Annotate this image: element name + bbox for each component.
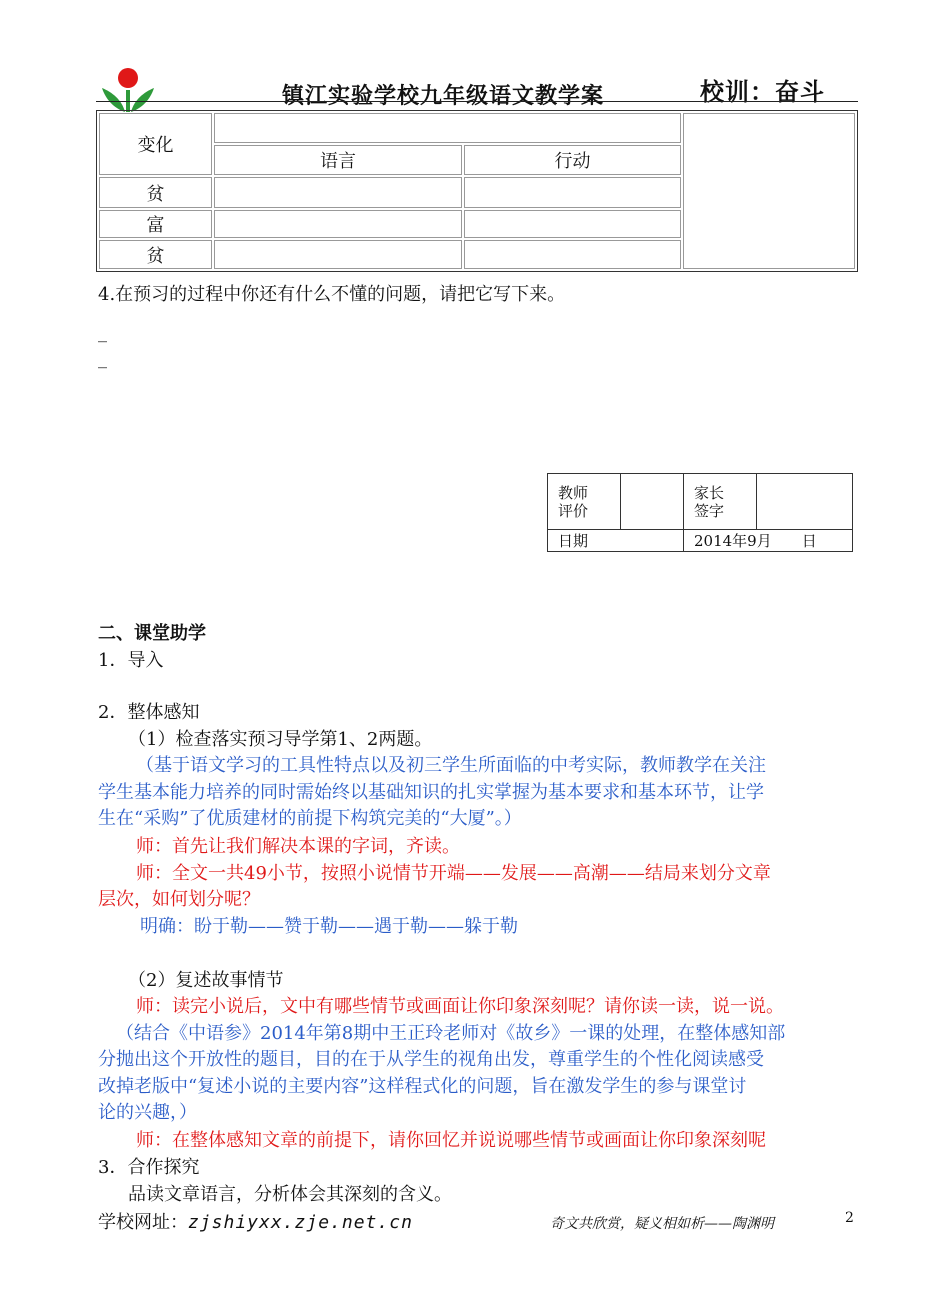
design-note-1-line2: 学生基本能力培养的同时需始终以基础知识的扎实掌握为基本要求和基本环节，让学	[98, 782, 764, 803]
page-number: 2	[845, 1210, 854, 1226]
design-note-2-line1: （结合《中语参》2014年第8期中王正玲老师对《故乡》一课的处理，在整体感知部	[116, 1023, 786, 1044]
design-note-2-line2: 分抛出这个开放性的题目，目的在于从学生的视角出发，尊重学生的个性化阅读感受	[98, 1049, 764, 1070]
evaluation-table	[547, 473, 853, 553]
footer-quote: 奇文共欣赏，疑义相如析——陶渊明	[550, 1216, 774, 1232]
teacher-line-2-a: 师：全文一共49小节，按照小说情节开端——发展——高潮——结局来划分文章	[136, 863, 771, 884]
teacher-line-4: 师：在整体感知文章的前提下，请你回忆并说说哪些情节或画面让你印象深刻呢	[136, 1130, 766, 1151]
column-header-action: 行动	[464, 145, 681, 175]
footer-website	[98, 1208, 413, 1234]
table-cell	[464, 177, 681, 208]
header-divider	[96, 101, 858, 102]
footer-site-url[interactable]: zjshiyxx.zje.net.cn	[188, 1212, 413, 1233]
answer-blank-2: _	[98, 348, 107, 369]
date-value: 2014年9月 日	[684, 530, 853, 552]
row-label-rich: 富	[99, 210, 212, 238]
design-note-2-line4: 论的兴趣，）	[98, 1102, 197, 1123]
item-overall-perception: 2．整体感知	[98, 702, 200, 723]
answer-blank-1: _	[98, 322, 107, 343]
change-table	[96, 110, 858, 272]
column-header-language: 语言	[214, 145, 462, 175]
design-note-1-line1: （基于语文学习的工具性特点以及初三学生所面临的中考实际，教师教学在关注	[136, 755, 766, 776]
table-cell	[214, 210, 462, 238]
parent-sign-field	[757, 474, 853, 530]
parent-sign-label: 家长 签字	[684, 474, 757, 530]
row-label-poor-1: 贫	[99, 177, 212, 208]
table-top-cell	[214, 113, 681, 143]
table-cell	[464, 210, 681, 238]
footer-site-label: 学校网址：	[98, 1212, 188, 1233]
sub-item-check-preview: （1）检查落实预习导学第1、2两题。	[128, 729, 433, 750]
item-cooperative-inquiry: 3．合作探究	[98, 1157, 200, 1178]
row-label-poor-2: 贫	[99, 240, 212, 269]
teacher-line-1: 师：首先让我们解决本课的字词，齐读。	[136, 836, 460, 857]
table-cell	[214, 240, 462, 269]
header-title: 镇江实验学校九年级语文教学案	[282, 83, 605, 109]
teacher-eval-label: 教师 评价	[548, 474, 621, 530]
school-motto: 校训：奋斗	[700, 77, 825, 106]
section-heading: 二、课堂助学	[98, 623, 206, 644]
design-note-2-line3: 改掉老版中“复述小说的主要内容”这样程式化的问题，旨在激发学生的参与课堂讨	[98, 1076, 747, 1097]
date-label: 日期	[548, 530, 684, 552]
table-side-cell	[683, 113, 855, 269]
table-cell	[464, 240, 681, 269]
school-logo	[100, 66, 156, 114]
sub-item-retell: （2）复述故事情节	[128, 970, 284, 991]
table-corner-label: 变化	[99, 113, 212, 175]
table-cell	[214, 177, 462, 208]
teacher-line-2-b: 层次，如何划分呢？	[98, 889, 260, 910]
teacher-eval-field	[621, 474, 684, 530]
item-introduction: 1．导入	[98, 650, 164, 671]
answer-structure: 明确：盼于勒——赞于勒——遇于勒——躲于勒	[140, 916, 518, 937]
preview-question-4: 4.在预习的过程中你还有什么不懂的问题，请把它写下来。	[98, 284, 566, 305]
design-note-1-line3: 生在“采购”了优质建材的前提下构筑完美的“大厦”。）	[98, 808, 522, 829]
teacher-line-3: 师：读完小说后，文中有哪些情节或画面让你印象深刻呢？请你读一读，说一说。	[136, 996, 784, 1017]
task-text: 品读文章语言，分析体会其深刻的含义。	[128, 1184, 452, 1205]
